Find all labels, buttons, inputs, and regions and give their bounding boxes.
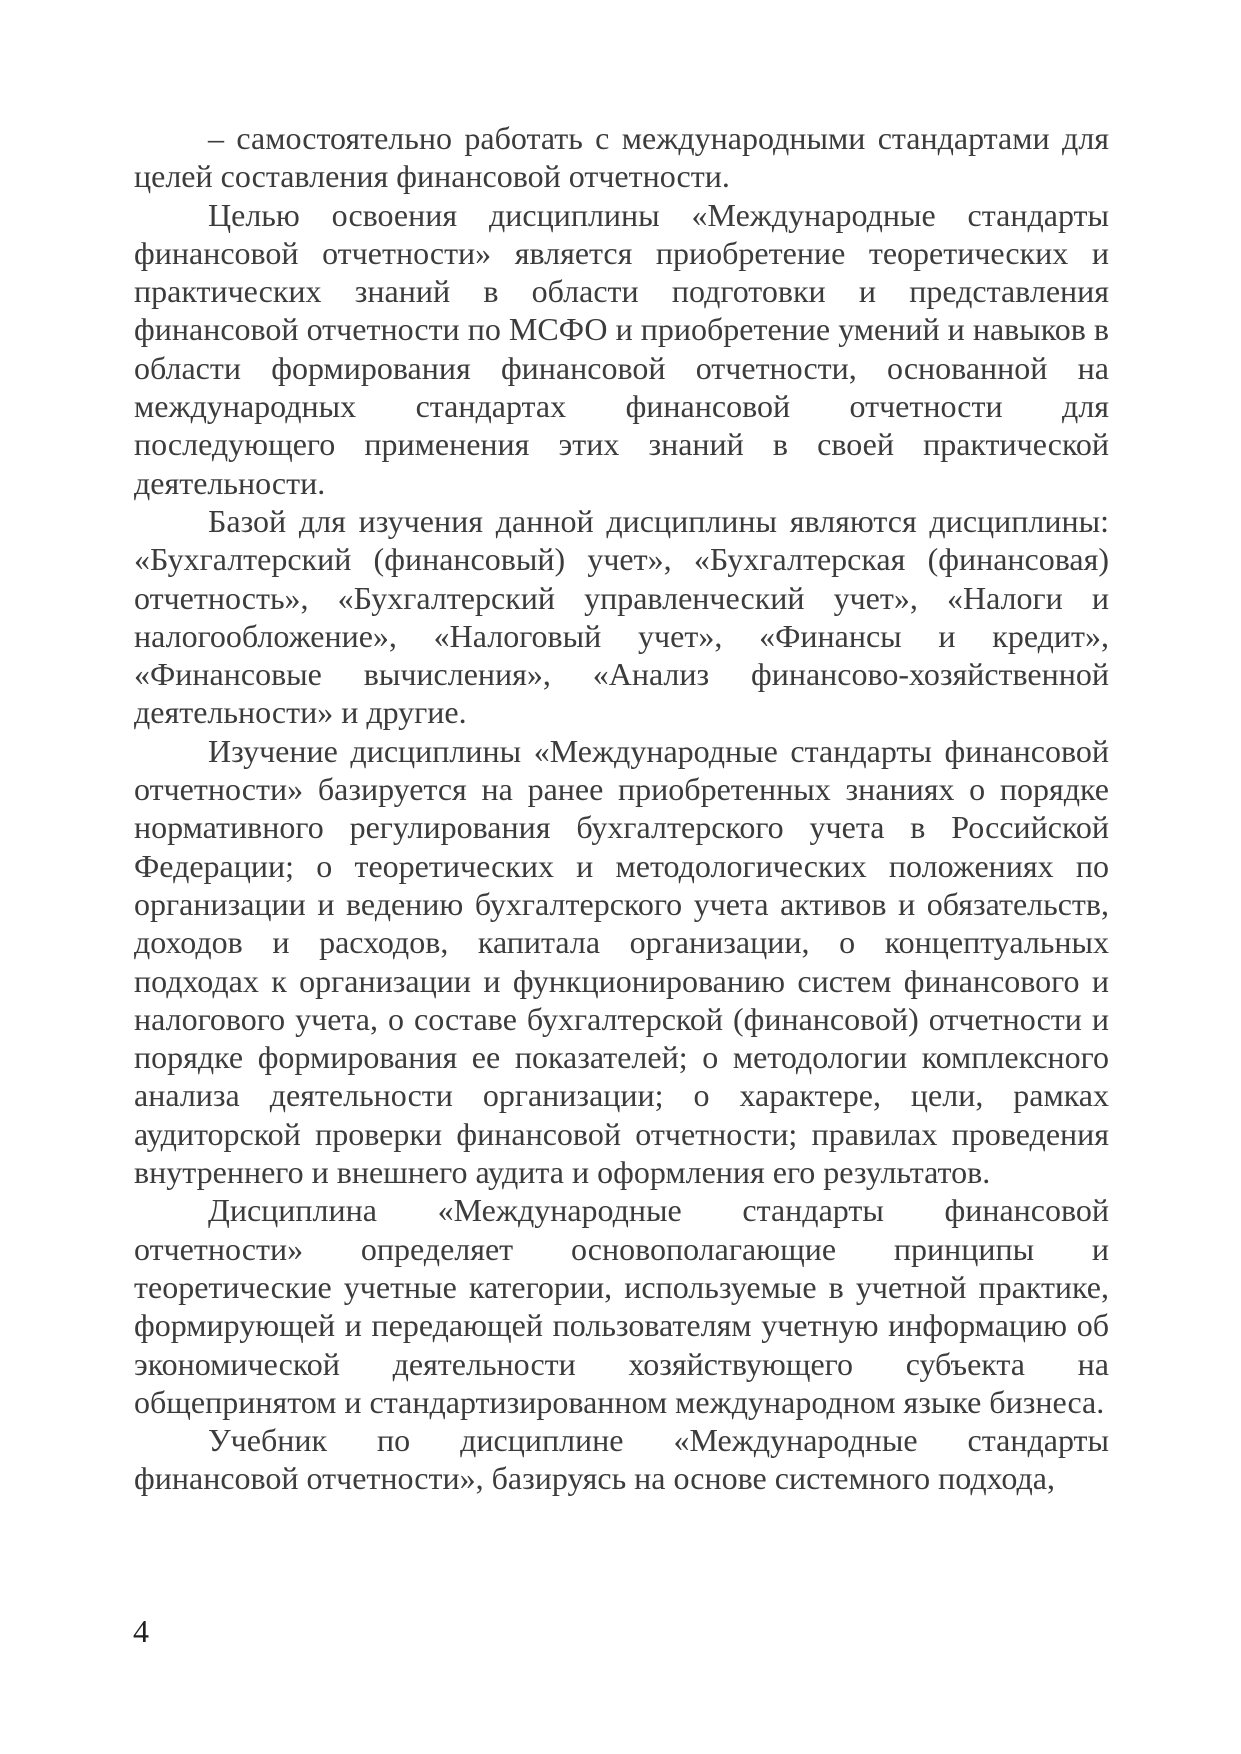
paragraph-skills-item: – самостоятельно работать с международными стандартами для целей составления финансовой отчетности. <box>134 120 1109 195</box>
paragraph-textbook: Учебник по дисциплине «Международные стандарты финансовой отчетности», базируясь на основе системного подхода, <box>134 1422 1109 1497</box>
body-text <box>134 119 1109 1498</box>
paragraph-prerequisites: Базой для изучения данной дисциплины являются дисциплины: «Бухгалтерский (финансовый) учет», «Бухгалтерская (финансовая) отчетность», «Бухгалтерский управленческий учет», «Налоги и налогообложение», «Налоговый учет», «Финансы и кредит», «Финансовые вычисления», «Анализ финансово-хозяйственной деятельности» и другие. <box>134 502 1109 731</box>
paragraph-discipline-definition: Дисциплина «Международные стандарты финансовой отчетности» определяет основополагающие принципы и теоретические учетные категории, используемые в учетной практике, формирующей и передающей пользователям учетную информацию об экономической деятельности хозяйствующего субъекта на общепринятом и стандартизированном международном языке бизнеса. <box>134 1192 1109 1420</box>
paragraph-prior-knowledge: Изучение дисциплины «Международные стандарты финансовой отчетности» базируется на ранее приобретенных знаниях о порядке нормативного регулирования бухгалтерского учета в Российской Федерации; о теоретических и методологических положениях по организации и ведению бухгалтерского учета активов и обязательств, доходов и расходов, капитала организации, о концептуальных подходах к организации и функционированию систем финансового и налогового учета, о составе бухгалтерской (финансовой) отчетности и порядке формирования ее показателей; о методологии комплексного анализа деятельности организации; о характере, цели, рамках аудиторской проверки финансовой отчетности; правилах проведения внутреннего и внешнего аудита и оформления его результатов. <box>134 732 1109 1191</box>
paragraph-course-goal: Целью освоения дисциплины «Международные стандарты финансовой отчетности» является приобретение теоретических и практических знаний в области подготовки и представления финансовой отчетности по МСФО и приобретение умений и навыков в области формирования финансовой отчетности, основанной на международных стандартах финансовой отчетности для последующего применения этих знаний в своей практической деятельности. <box>134 196 1109 501</box>
page-number: 4 <box>133 1613 149 1649</box>
